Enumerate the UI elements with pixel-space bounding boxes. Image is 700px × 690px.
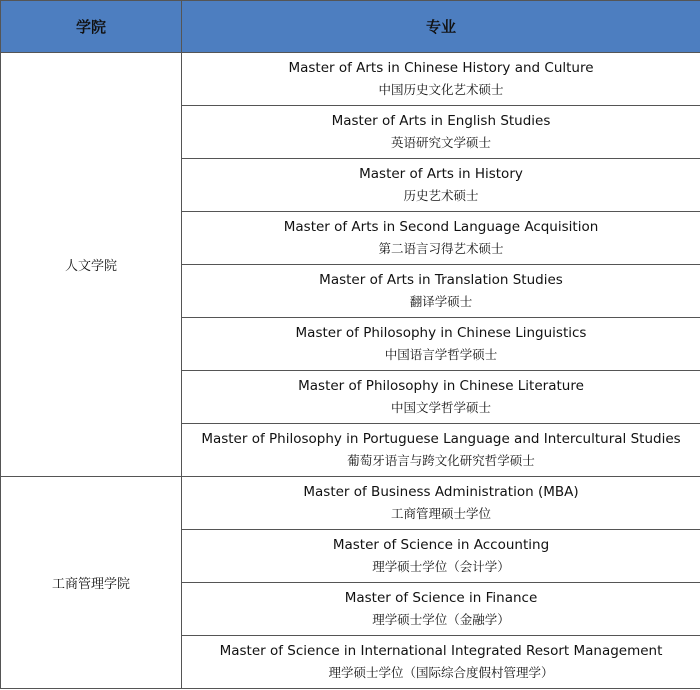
program-cell [182, 212, 700, 265]
program-name-zh: 理学硕士学位（国际综合度假村管理学） [328, 665, 554, 680]
program-name-en: Master of Arts in Chinese History and Culture [288, 60, 594, 76]
program-name-en: Master of Philosophy in Chinese Linguistics [295, 325, 587, 341]
table-row [1, 53, 700, 106]
program-name-zh: 英语研究文学硕士 [390, 135, 491, 150]
program-name-zh: 中国文学哲学硕士 [390, 400, 491, 415]
program-cell [182, 530, 700, 583]
program-cell [182, 159, 700, 212]
faculty-cell: 工商管理学院 [1, 477, 182, 689]
program-cell [182, 636, 700, 689]
program-name-en: Master of Science in Finance [344, 590, 538, 606]
table-row [1, 477, 700, 530]
program-cell [182, 477, 700, 530]
program-name-en: Master of Arts in Second Language Acquisition [283, 219, 599, 235]
program-cell [182, 583, 700, 636]
program-cell [182, 106, 700, 159]
program-name-zh: 中国历史文化艺术硕士 [378, 82, 504, 97]
faculty-cell: 人文学院 [1, 53, 182, 477]
program-name-en: Master of Philosophy in Chinese Literature [298, 378, 584, 394]
program-name-zh: 历史艺术硕士 [403, 188, 479, 203]
header-row [1, 1, 700, 53]
program-name-en: Master of Science in International Integrated Resort Management [219, 643, 663, 659]
header-faculty: 学院 [1, 1, 182, 53]
header-major: 专业 [182, 1, 700, 53]
program-name-zh: 理学硕士学位（会计学） [372, 559, 510, 574]
program-name-zh: 葡萄牙语言与跨文化研究哲学硕士 [347, 453, 535, 468]
program-cell [182, 424, 700, 477]
program-cell [182, 371, 700, 424]
program-name-en: Master of Science in Accounting [332, 537, 550, 553]
program-name-zh: 中国语言学哲学硕士 [384, 347, 498, 362]
program-name-zh: 工商管理硕士学位 [390, 506, 491, 521]
program-name-zh: 第二语言习得艺术硕士 [378, 241, 504, 256]
program-name-zh: 翻译学硕士 [409, 294, 473, 309]
program-cell [182, 265, 700, 318]
program-name-en: Master of Arts in English Studies [331, 113, 551, 129]
program-cell [182, 53, 700, 106]
program-name-en: Master of Arts in Translation Studies [319, 272, 563, 288]
program-name-zh: 理学硕士学位（金融学） [372, 612, 510, 627]
program-name-en: Master of Philosophy in Portuguese Language and Intercultural Studies [201, 431, 681, 447]
program-cell [182, 318, 700, 371]
program-name-en: Master of Business Administration (MBA) [303, 484, 579, 500]
program-name-en: Master of Arts in History [359, 166, 523, 182]
